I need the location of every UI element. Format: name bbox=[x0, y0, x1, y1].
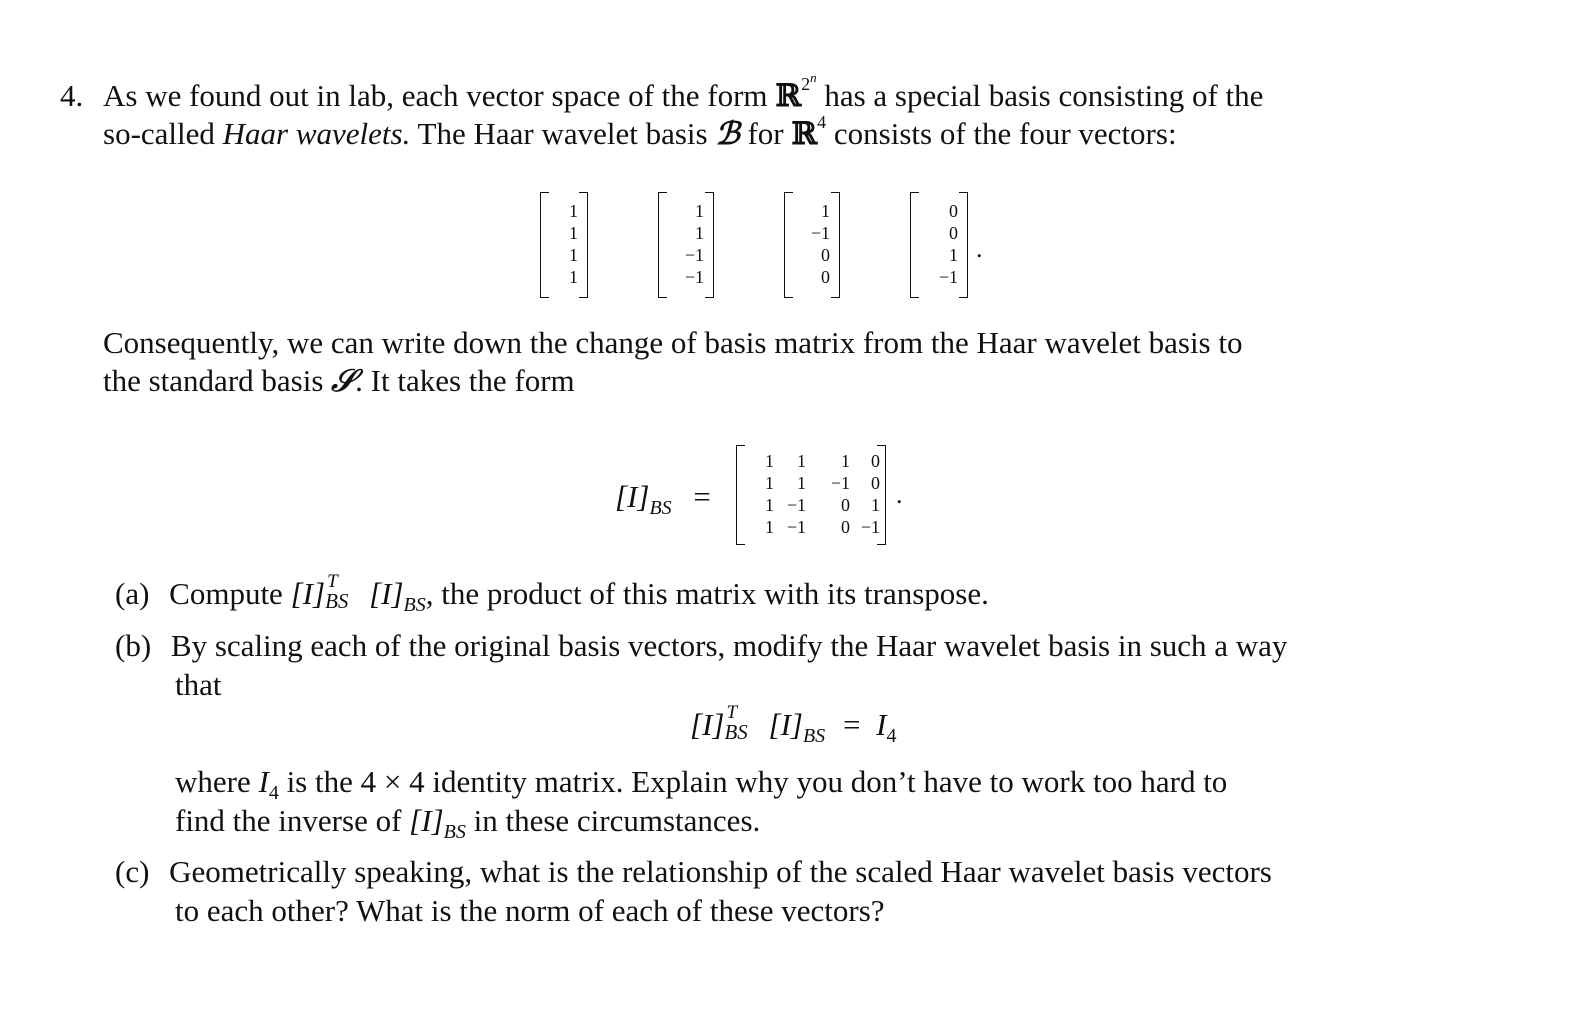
intro-text: As we found out in lab, each vector space of the form bbox=[103, 78, 776, 113]
part-a bbox=[115, 571, 989, 616]
equals-sign-2: = bbox=[842, 707, 861, 742]
part-c-line-1 bbox=[115, 856, 1272, 887]
matrix-entry: 1 bbox=[797, 473, 806, 493]
matrix-lhs-symbol: [I] bbox=[615, 479, 650, 514]
change-of-basis-matrix bbox=[736, 445, 886, 543]
haar-vector-4 bbox=[910, 192, 968, 296]
matrix-entry: 0 bbox=[871, 473, 880, 493]
exponent-4: 4 bbox=[817, 112, 827, 132]
matrix-entry: 1 bbox=[765, 495, 774, 515]
part-b-equation bbox=[690, 702, 897, 747]
matrix-lhs bbox=[615, 479, 711, 519]
bracket-left bbox=[910, 192, 919, 298]
vector-entry: 1 bbox=[569, 267, 578, 287]
consequently-line-1: Consequently, we can write down the change of basis matrix from the Haar wavelet basis to bbox=[103, 325, 1243, 360]
consequently-line-2 bbox=[103, 365, 575, 396]
haar-vector-3 bbox=[784, 192, 840, 296]
matrix-entry: −1 bbox=[860, 517, 880, 537]
matrix-entry: 1 bbox=[765, 517, 774, 537]
sup-T: T bbox=[726, 702, 738, 723]
cons-text: the standard basis bbox=[103, 363, 332, 398]
I-letter: I bbox=[421, 803, 432, 838]
sub-BS: BS bbox=[724, 720, 748, 744]
I-letter: I bbox=[302, 576, 313, 611]
part-b-line-2: that bbox=[175, 667, 222, 702]
problem-number: 4. bbox=[60, 78, 84, 113]
sub-BS-3: BS bbox=[802, 725, 826, 747]
part-a-text: Compute bbox=[169, 576, 291, 611]
vector-entry: −1 bbox=[684, 245, 704, 265]
I-symbol-4: [I] bbox=[768, 707, 803, 742]
identity-subscript: 4 bbox=[886, 725, 897, 747]
bracket-right bbox=[831, 192, 840, 298]
intro-text-cont: has a special basis consisting of the bbox=[816, 78, 1264, 113]
matrix-entry: 1 bbox=[797, 451, 806, 471]
real-numbers-symbol: ℝ bbox=[775, 78, 802, 114]
bracket-right bbox=[959, 192, 968, 298]
part-b-text-3b: is the 4 × 4 identity matrix. Explain why you don’t have to work too hard to bbox=[278, 764, 1228, 799]
cons-text-2: . It takes the form bbox=[355, 363, 575, 398]
haar-vector-1 bbox=[540, 192, 588, 296]
problem-intro-line-2 bbox=[103, 112, 1177, 152]
transpose-subscript bbox=[325, 571, 369, 613]
vector-entry: 0 bbox=[949, 223, 958, 243]
vector-entry: −1 bbox=[938, 267, 958, 287]
bracket-left bbox=[784, 192, 793, 298]
identity-symbol: I bbox=[876, 707, 887, 742]
matrix-lhs-subscript: BS bbox=[649, 497, 672, 519]
vector-entry: 0 bbox=[949, 201, 958, 221]
real-numbers-symbol-2: ℝ bbox=[791, 116, 818, 152]
I-symbol-2: [I] bbox=[369, 576, 404, 611]
matrix-period: . bbox=[896, 480, 903, 509]
vector-entry: −1 bbox=[684, 267, 704, 287]
intro-text-4: for bbox=[739, 116, 792, 151]
equals-sign: = bbox=[693, 479, 711, 514]
I-letter: I bbox=[381, 576, 392, 611]
I-symbol-5: [I] bbox=[409, 803, 444, 838]
sub-BS: BS bbox=[325, 589, 349, 613]
part-c-line-2: to each other? What is the norm of each of these vectors? bbox=[175, 893, 885, 928]
I-letter: I bbox=[702, 707, 713, 742]
matrix-entry: 1 bbox=[871, 495, 880, 515]
matrix-entry: 0 bbox=[841, 495, 850, 515]
problem-intro-line-1 bbox=[60, 70, 1264, 114]
bracket-left bbox=[736, 445, 745, 545]
part-b-text-4b: in these circumstances. bbox=[465, 803, 761, 838]
matrix-entry: 1 bbox=[841, 451, 850, 471]
bracket-left bbox=[540, 192, 549, 298]
vector-entry: 1 bbox=[949, 245, 958, 265]
bracket-left bbox=[658, 192, 667, 298]
vector-entry: 0 bbox=[821, 267, 830, 287]
part-a-label: (a) bbox=[115, 576, 150, 611]
sub-BS-2: BS bbox=[403, 594, 426, 616]
vector-entry: 1 bbox=[695, 201, 704, 221]
sub-BS-4: BS bbox=[443, 821, 466, 843]
vectors-period: . bbox=[976, 234, 983, 263]
bracket-right bbox=[877, 445, 886, 545]
vector-entry: 1 bbox=[569, 223, 578, 243]
I-symbol: [I] bbox=[290, 576, 326, 611]
intro-text-3: The Haar wavelet basis bbox=[410, 116, 716, 151]
part-b-text-4a: find the inverse of bbox=[175, 803, 410, 838]
part-b-line-1 bbox=[115, 630, 1287, 661]
part-c-label: (c) bbox=[115, 854, 150, 889]
matrix-entry: 0 bbox=[841, 517, 850, 537]
part-b-label: (b) bbox=[115, 628, 152, 663]
identity-symbol-2: I bbox=[258, 764, 269, 799]
sup-T: T bbox=[327, 571, 338, 592]
matrix-entry: 0 bbox=[871, 451, 880, 471]
part-b-line-4 bbox=[175, 803, 761, 843]
identity-subscript-2: 4 bbox=[268, 782, 279, 804]
intro-text-5: consists of the four vectors: bbox=[826, 116, 1177, 151]
exponent-2: 2 bbox=[801, 74, 811, 94]
matrix-entry: −1 bbox=[786, 495, 806, 515]
matrix-entry: −1 bbox=[786, 517, 806, 537]
vector-entry: 1 bbox=[695, 223, 704, 243]
haar-vector-2 bbox=[658, 192, 714, 296]
basis-B-symbol: ℬ bbox=[715, 116, 740, 151]
bracket-right bbox=[705, 192, 714, 298]
part-a-text-2: , the product of this matrix with its transpose. bbox=[425, 576, 989, 611]
part-b-line-3 bbox=[175, 764, 1228, 804]
exponent-n: n bbox=[810, 70, 817, 85]
haar-wavelets-term: Haar wavelets. bbox=[222, 116, 411, 151]
transpose-subscript-2 bbox=[724, 702, 768, 744]
matrix-entry: 1 bbox=[765, 473, 774, 493]
I-letter: I bbox=[780, 707, 791, 742]
matrix-entry: −1 bbox=[830, 473, 850, 493]
part-c-text: Geometrically speaking, what is the relationship of the scaled Haar wavelet basis vectors bbox=[169, 854, 1272, 889]
basis-S-symbol: 𝒮 bbox=[331, 363, 356, 398]
I-symbol-3: [I] bbox=[690, 707, 725, 742]
part-b-text-3a: where bbox=[175, 764, 259, 799]
part-b-text: By scaling each of the original basis vectors, modify the Haar wavelet basis in such a way bbox=[170, 628, 1288, 663]
matrix-entry: 1 bbox=[765, 451, 774, 471]
vector-entry: −1 bbox=[810, 223, 830, 243]
vector-entry: 0 bbox=[821, 245, 830, 265]
vector-entry: 1 bbox=[569, 245, 578, 265]
intro-text-2: so-called bbox=[103, 116, 223, 151]
vector-entry: 1 bbox=[569, 201, 578, 221]
vector-entry: 1 bbox=[821, 201, 830, 221]
bracket-right bbox=[579, 192, 588, 298]
